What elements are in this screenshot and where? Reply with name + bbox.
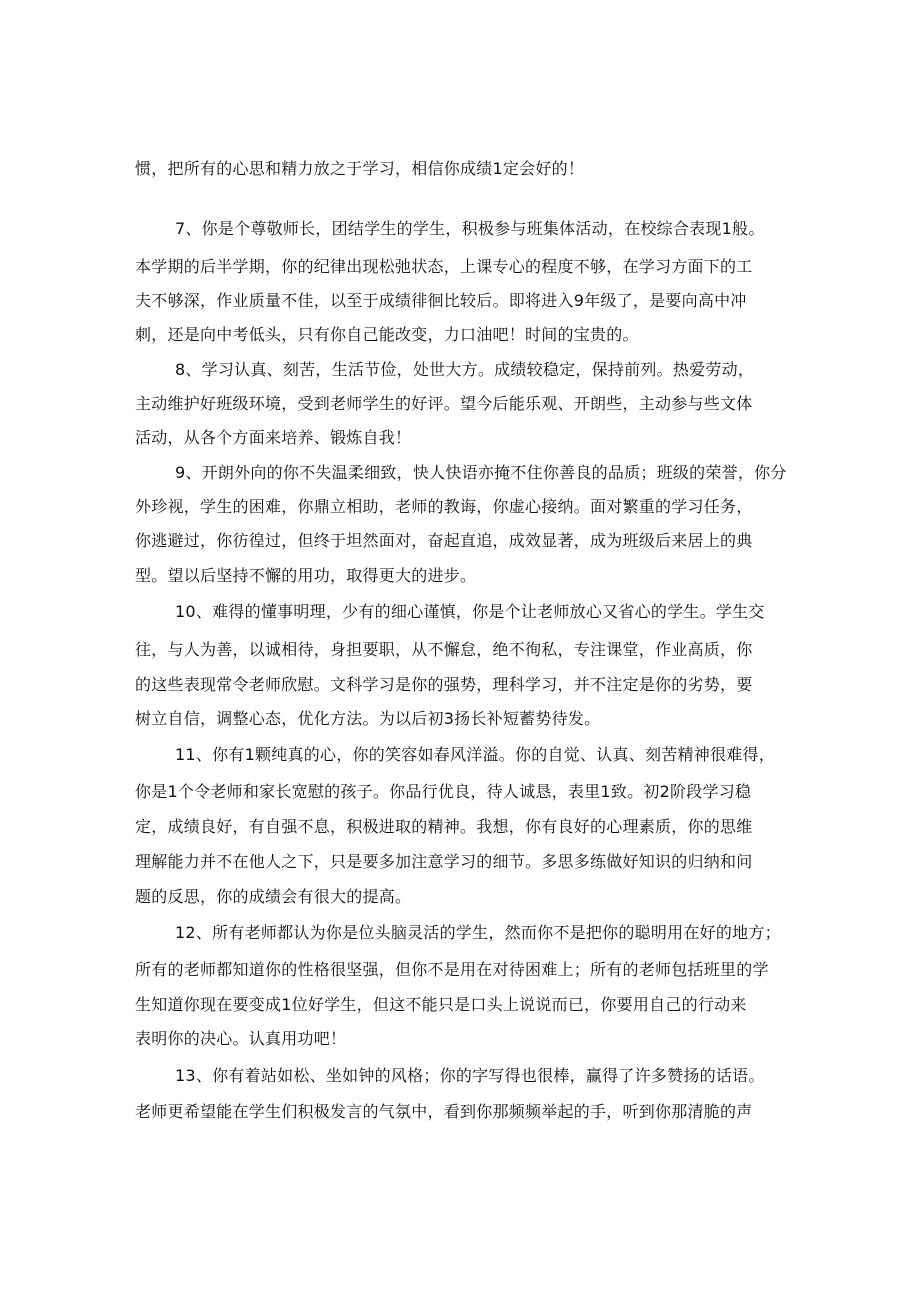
comment-8-line-1: 8、学习认真、刻苦，生活节俭，处世大方。成绩较稳定，保持前列。热爱劳动， [175, 360, 755, 379]
comment-11-line-2: 你是1个令老师和家长宽慰的孩子。你品行优良，待人诚恳，表里1致。初2阶段学习稳 [135, 782, 752, 801]
comment-8-line-3: 活动，从各个方面来培养、锻炼自我！ [135, 428, 412, 447]
comment-7-line-1: 7、你是个尊敬师长，团结学生的学生，积极参与班集体活动，在校综合表现1般。 [175, 219, 765, 238]
comment-12-line-1: 12、所有老师都认为你是位头脑灵活的学生，然而你不是把你的聪明用在好的地方； [175, 923, 781, 942]
comment-11-line-4: 理解能力并不在他人之下，只是要多加注意学习的细节。多思多练做好知识的归纳和问 [135, 852, 753, 871]
comment-12-line-2: 所有的老师都知道你的性格很坚强，但你不是用在对待困难上；所有的老师包括班里的学 [135, 960, 769, 979]
comment-11-line-5: 题的反思，你的成绩会有很大的提高。 [135, 887, 412, 906]
comment-12-line-3: 生知道你现在要变成1位好学生，但这不能只是口头上说说而已，你要用自己的行动来 [135, 995, 747, 1014]
comment-12-line-4: 表明你的决心。认真用功吧！ [135, 1029, 347, 1048]
text-line-1: 惯，把所有的心思和精力放之于学习，相信你成绩1定会好的！ [135, 159, 585, 178]
comment-10-line-2: 往，与人为善，以诚相待，身担要职，从不懈怠，绝不徇私，专注课堂，作业高质，你 [135, 640, 753, 659]
comment-9-line-3: 你逃避过，你彷徨过，但终于坦然面对，奋起直追，成效显著，成为班级后来居上的典 [135, 531, 753, 550]
comment-7-line-4: 刺，还是向中考低头，只有你自己能改变，力口油吧！时间的宝贵的。 [135, 325, 639, 344]
comment-10-line-1: 10、难得的懂事明理，少有的细心谨慎，你是个让老师放心又省心的学生。学生交 [175, 602, 765, 621]
comment-9-line-1: 9、开朗外向的你不失温柔细致，快人快语亦掩不住你善良的品质；班级的荣誉，你分 [175, 463, 787, 482]
comment-10-line-4: 树立自信，调整心态，优化方法。为以后初3扬长补短蓄势待发。 [135, 709, 601, 728]
comment-13-line-2: 老师更希望能在学生们积极发言的气氛中，看到你那频频举起的手，听到你那清脆的声 [135, 1102, 753, 1121]
comment-9-line-2: 外珍视，学生的困难，你鼎立相助，老师的教诲，你虚心接纳。面对繁重的学习任务， [135, 497, 753, 516]
comment-10-line-3: 的这些表现常令老师欣慰。文科学习是你的强势，理科学习，并不注定是你的劣势，要 [135, 675, 753, 694]
comment-9-line-4: 型。望以后坚持不懈的用功，取得更大的进步。 [135, 566, 477, 585]
comment-11-line-1: 11、你有1颗纯真的心，你的笑容如春风洋溢。你的自觉、认真、刻苦精神很难得， [175, 745, 776, 764]
comment-8-line-2: 主动维护好班级环境，受到老师学生的好评。望今后能乐观、开朗些，主动参与些文体 [135, 394, 753, 413]
comment-13-line-1: 13、你有着站如松、坐如钟的风格；你的字写得也很棒，赢得了许多赞扬的话语。 [175, 1066, 765, 1085]
comment-7-line-2: 本学期的后半学期，你的纪律出现松弛状态，上课专心的程度不够，在学习方面下的工 [135, 257, 753, 276]
comment-11-line-3: 定，成绩良好，有自强不息，积极进取的精神。我想，你有良好的心理素质，你的思维 [135, 817, 753, 836]
comment-7-line-3: 夫不够深，作业质量不佳，以至于成绩徘徊比较后。即将进入9年级了，是要向高中冲 [135, 291, 747, 310]
